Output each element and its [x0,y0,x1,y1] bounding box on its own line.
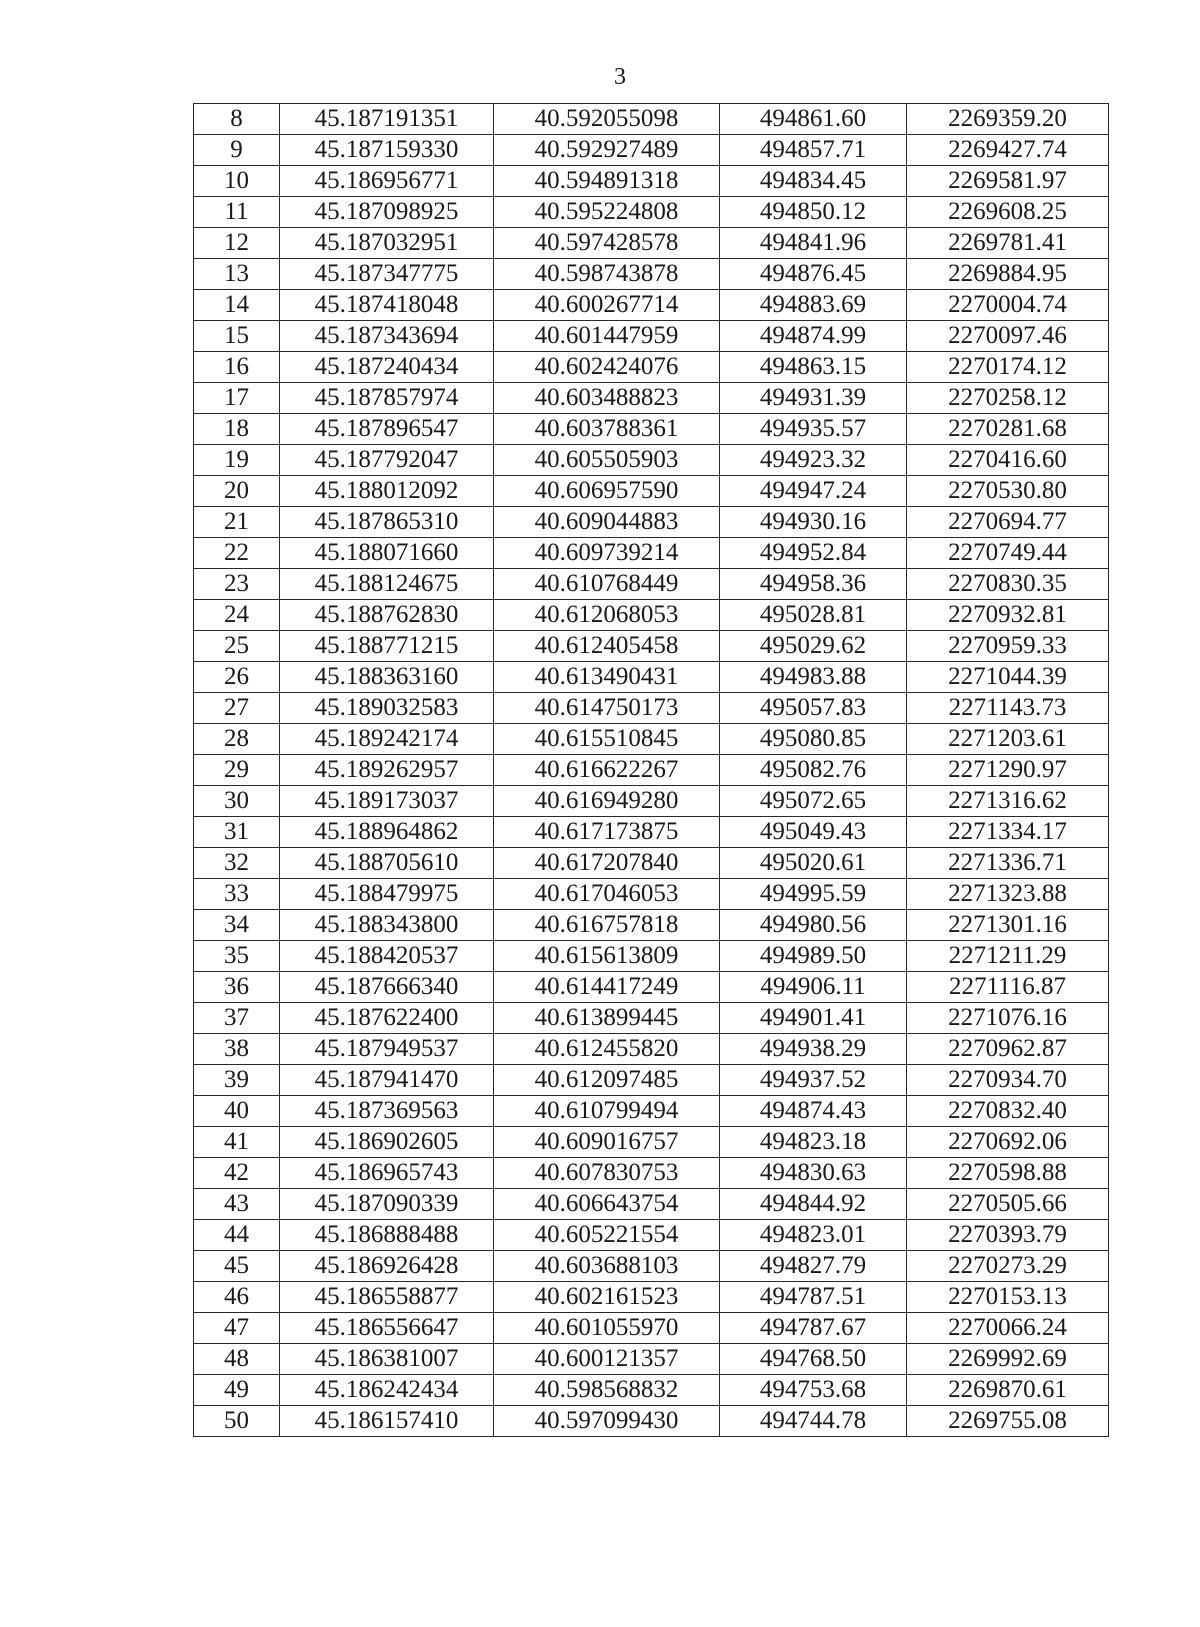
y-coordinate-cell: 2270692.06 [907,1127,1109,1158]
longitude-cell: 40.617046053 [494,879,720,910]
y-coordinate-cell: 2270932.81 [907,600,1109,631]
x-coordinate-cell: 494841.96 [720,228,907,259]
longitude-cell: 40.614750173 [494,693,720,724]
longitude-cell: 40.612455820 [494,1034,720,1065]
y-coordinate-cell: 2270416.60 [907,445,1109,476]
y-coordinate-cell: 2270530.80 [907,476,1109,507]
latitude-cell: 45.187347775 [280,259,494,290]
table-row [194,135,1109,166]
latitude-cell: 45.186556647 [280,1313,494,1344]
point-number-cell: 37 [194,1003,280,1034]
x-coordinate-cell: 494995.59 [720,879,907,910]
longitude-cell: 40.598743878 [494,259,720,290]
latitude-cell: 45.186558877 [280,1282,494,1313]
table-row [194,786,1109,817]
point-number-cell: 32 [194,848,280,879]
x-coordinate-cell: 495072.65 [720,786,907,817]
x-coordinate-cell: 495028.81 [720,600,907,631]
point-number-cell: 47 [194,1313,280,1344]
x-coordinate-cell: 494958.36 [720,569,907,600]
x-coordinate-cell: 494830.63 [720,1158,907,1189]
y-coordinate-cell: 2270273.29 [907,1251,1109,1282]
longitude-cell: 40.613490431 [494,662,720,693]
table-row [194,910,1109,941]
latitude-cell: 45.188343800 [280,910,494,941]
x-coordinate-cell: 494947.24 [720,476,907,507]
longitude-cell: 40.602424076 [494,352,720,383]
x-coordinate-cell: 494876.45 [720,259,907,290]
table-row [194,817,1109,848]
y-coordinate-cell: 2269755.08 [907,1406,1109,1437]
longitude-cell: 40.606643754 [494,1189,720,1220]
x-coordinate-cell: 495020.61 [720,848,907,879]
latitude-cell: 45.187896547 [280,414,494,445]
longitude-cell: 40.607830753 [494,1158,720,1189]
table-row [194,1189,1109,1220]
longitude-cell: 40.605221554 [494,1220,720,1251]
table-row [194,569,1109,600]
y-coordinate-cell: 2270393.79 [907,1220,1109,1251]
latitude-cell: 45.187941470 [280,1065,494,1096]
latitude-cell: 45.187090339 [280,1189,494,1220]
coordinates-table-container [193,103,1108,1437]
y-coordinate-cell: 2271334.17 [907,817,1109,848]
point-number-cell: 46 [194,1282,280,1313]
point-number-cell: 33 [194,879,280,910]
x-coordinate-cell: 494823.18 [720,1127,907,1158]
longitude-cell: 40.605505903 [494,445,720,476]
table-row [194,1406,1109,1437]
latitude-cell: 45.188071660 [280,538,494,569]
table-row [194,879,1109,910]
y-coordinate-cell: 2271323.88 [907,879,1109,910]
point-number-cell: 10 [194,166,280,197]
latitude-cell: 45.189242174 [280,724,494,755]
longitude-cell: 40.603488823 [494,383,720,414]
x-coordinate-cell: 494744.78 [720,1406,907,1437]
y-coordinate-cell: 2269870.61 [907,1375,1109,1406]
point-number-cell: 35 [194,941,280,972]
point-number-cell: 34 [194,910,280,941]
y-coordinate-cell: 2270174.12 [907,352,1109,383]
y-coordinate-cell: 2269581.97 [907,166,1109,197]
longitude-cell: 40.617207840 [494,848,720,879]
table-row [194,1096,1109,1127]
y-coordinate-cell: 2270830.35 [907,569,1109,600]
point-number-cell: 39 [194,1065,280,1096]
table-row [194,538,1109,569]
latitude-cell: 45.187949537 [280,1034,494,1065]
latitude-cell: 45.187240434 [280,352,494,383]
longitude-cell: 40.609739214 [494,538,720,569]
latitude-cell: 45.188479975 [280,879,494,910]
x-coordinate-cell: 494989.50 [720,941,907,972]
table-row [194,662,1109,693]
latitude-cell: 45.187857974 [280,383,494,414]
point-number-cell: 23 [194,569,280,600]
point-number-cell: 29 [194,755,280,786]
x-coordinate-cell: 494923.32 [720,445,907,476]
latitude-cell: 45.187622400 [280,1003,494,1034]
longitude-cell: 40.616622267 [494,755,720,786]
x-coordinate-cell: 494844.92 [720,1189,907,1220]
table-row [194,104,1109,135]
y-coordinate-cell: 2269992.69 [907,1344,1109,1375]
latitude-cell: 45.188363160 [280,662,494,693]
point-number-cell: 25 [194,631,280,662]
longitude-cell: 40.614417249 [494,972,720,1003]
longitude-cell: 40.601055970 [494,1313,720,1344]
latitude-cell: 45.186242434 [280,1375,494,1406]
latitude-cell: 45.188420537 [280,941,494,972]
x-coordinate-cell: 494935.57 [720,414,907,445]
coordinates-table-body [194,104,1109,1437]
x-coordinate-cell: 494931.39 [720,383,907,414]
point-number-cell: 12 [194,228,280,259]
table-row [194,414,1109,445]
point-number-cell: 18 [194,414,280,445]
point-number-cell: 14 [194,290,280,321]
latitude-cell: 45.188964862 [280,817,494,848]
longitude-cell: 40.615613809 [494,941,720,972]
page-number: 3 [614,64,626,90]
y-coordinate-cell: 2271301.16 [907,910,1109,941]
latitude-cell: 45.188771215 [280,631,494,662]
y-coordinate-cell: 2269608.25 [907,197,1109,228]
x-coordinate-cell: 494850.12 [720,197,907,228]
x-coordinate-cell: 494952.84 [720,538,907,569]
latitude-cell: 45.187369563 [280,1096,494,1127]
latitude-cell: 45.186888488 [280,1220,494,1251]
y-coordinate-cell: 2270281.68 [907,414,1109,445]
y-coordinate-cell: 2270832.40 [907,1096,1109,1127]
point-number-cell: 24 [194,600,280,631]
longitude-cell: 40.612068053 [494,600,720,631]
longitude-cell: 40.615510845 [494,724,720,755]
y-coordinate-cell: 2270598.88 [907,1158,1109,1189]
x-coordinate-cell: 494787.51 [720,1282,907,1313]
latitude-cell: 45.189032583 [280,693,494,724]
latitude-cell: 45.188012092 [280,476,494,507]
table-row [194,1158,1109,1189]
latitude-cell: 45.186926428 [280,1251,494,1282]
table-row [194,1282,1109,1313]
table-row [194,600,1109,631]
longitude-cell: 40.598568832 [494,1375,720,1406]
longitude-cell: 40.613899445 [494,1003,720,1034]
x-coordinate-cell: 494834.45 [720,166,907,197]
table-row [194,290,1109,321]
longitude-cell: 40.597099430 [494,1406,720,1437]
latitude-cell: 45.189262957 [280,755,494,786]
latitude-cell: 45.187191351 [280,104,494,135]
y-coordinate-cell: 2271143.73 [907,693,1109,724]
longitude-cell: 40.600267714 [494,290,720,321]
table-row [194,1344,1109,1375]
table-row [194,972,1109,1003]
point-number-cell: 16 [194,352,280,383]
point-number-cell: 21 [194,507,280,538]
y-coordinate-cell: 2269884.95 [907,259,1109,290]
y-coordinate-cell: 2271316.62 [907,786,1109,817]
x-coordinate-cell: 494983.88 [720,662,907,693]
latitude-cell: 45.187418048 [280,290,494,321]
longitude-cell: 40.617173875 [494,817,720,848]
longitude-cell: 40.601447959 [494,321,720,352]
x-coordinate-cell: 494930.16 [720,507,907,538]
table-row [194,693,1109,724]
point-number-cell: 17 [194,383,280,414]
x-coordinate-cell: 494906.11 [720,972,907,1003]
x-coordinate-cell: 494827.79 [720,1251,907,1282]
y-coordinate-cell: 2271211.29 [907,941,1109,972]
latitude-cell: 45.186157410 [280,1406,494,1437]
longitude-cell: 40.600121357 [494,1344,720,1375]
y-coordinate-cell: 2271336.71 [907,848,1109,879]
longitude-cell: 40.616757818 [494,910,720,941]
x-coordinate-cell: 494937.52 [720,1065,907,1096]
point-number-cell: 15 [194,321,280,352]
table-row [194,724,1109,755]
table-row [194,507,1109,538]
longitude-cell: 40.609016757 [494,1127,720,1158]
y-coordinate-cell: 2271290.97 [907,755,1109,786]
point-number-cell: 36 [194,972,280,1003]
x-coordinate-cell: 494883.69 [720,290,907,321]
x-coordinate-cell: 494857.71 [720,135,907,166]
point-number-cell: 41 [194,1127,280,1158]
x-coordinate-cell: 495080.85 [720,724,907,755]
latitude-cell: 45.187032951 [280,228,494,259]
point-number-cell: 42 [194,1158,280,1189]
table-row [194,383,1109,414]
x-coordinate-cell: 494768.50 [720,1344,907,1375]
latitude-cell: 45.187792047 [280,445,494,476]
table-row [194,755,1109,786]
table-row [194,1127,1109,1158]
y-coordinate-cell: 2270749.44 [907,538,1109,569]
longitude-cell: 40.612097485 [494,1065,720,1096]
point-number-cell: 27 [194,693,280,724]
point-number-cell: 26 [194,662,280,693]
table-row [194,321,1109,352]
table-row [194,1065,1109,1096]
table-row [194,228,1109,259]
table-row [194,941,1109,972]
x-coordinate-cell: 494823.01 [720,1220,907,1251]
table-row [194,1034,1109,1065]
longitude-cell: 40.609044883 [494,507,720,538]
table-row [194,197,1109,228]
y-coordinate-cell: 2271076.16 [907,1003,1109,1034]
x-coordinate-cell: 494874.43 [720,1096,907,1127]
latitude-cell: 45.187159330 [280,135,494,166]
longitude-cell: 40.603688103 [494,1251,720,1282]
table-row [194,1251,1109,1282]
latitude-cell: 45.188705610 [280,848,494,879]
point-number-cell: 20 [194,476,280,507]
point-number-cell: 50 [194,1406,280,1437]
longitude-cell: 40.594891318 [494,166,720,197]
table-row [194,445,1109,476]
y-coordinate-cell: 2270934.70 [907,1065,1109,1096]
y-coordinate-cell: 2269427.74 [907,135,1109,166]
x-coordinate-cell: 494753.68 [720,1375,907,1406]
y-coordinate-cell: 2270004.74 [907,290,1109,321]
table-row [194,631,1109,662]
coordinates-table [193,103,1109,1437]
point-number-cell: 45 [194,1251,280,1282]
x-coordinate-cell: 494874.99 [720,321,907,352]
point-number-cell: 8 [194,104,280,135]
latitude-cell: 45.186902605 [280,1127,494,1158]
point-number-cell: 31 [194,817,280,848]
y-coordinate-cell: 2271044.39 [907,662,1109,693]
latitude-cell: 45.187098925 [280,197,494,228]
table-row [194,1313,1109,1344]
longitude-cell: 40.602161523 [494,1282,720,1313]
latitude-cell: 45.186965743 [280,1158,494,1189]
point-number-cell: 49 [194,1375,280,1406]
point-number-cell: 38 [194,1034,280,1065]
x-coordinate-cell: 494861.60 [720,104,907,135]
longitude-cell: 40.592927489 [494,135,720,166]
latitude-cell: 45.187343694 [280,321,494,352]
x-coordinate-cell: 494901.41 [720,1003,907,1034]
point-number-cell: 19 [194,445,280,476]
y-coordinate-cell: 2270153.13 [907,1282,1109,1313]
y-coordinate-cell: 2270962.87 [907,1034,1109,1065]
longitude-cell: 40.610768449 [494,569,720,600]
y-coordinate-cell: 2271116.87 [907,972,1109,1003]
table-row [194,848,1109,879]
table-row [194,1003,1109,1034]
table-row [194,1375,1109,1406]
x-coordinate-cell: 495029.62 [720,631,907,662]
y-coordinate-cell: 2270959.33 [907,631,1109,662]
x-coordinate-cell: 494938.29 [720,1034,907,1065]
point-number-cell: 30 [194,786,280,817]
y-coordinate-cell: 2270505.66 [907,1189,1109,1220]
longitude-cell: 40.592055098 [494,104,720,135]
table-row [194,352,1109,383]
x-coordinate-cell: 494787.67 [720,1313,907,1344]
point-number-cell: 28 [194,724,280,755]
point-number-cell: 11 [194,197,280,228]
point-number-cell: 48 [194,1344,280,1375]
longitude-cell: 40.595224808 [494,197,720,228]
x-coordinate-cell: 494980.56 [720,910,907,941]
latitude-cell: 45.189173037 [280,786,494,817]
latitude-cell: 45.188762830 [280,600,494,631]
table-row [194,166,1109,197]
point-number-cell: 13 [194,259,280,290]
table-row [194,476,1109,507]
x-coordinate-cell: 495082.76 [720,755,907,786]
longitude-cell: 40.616949280 [494,786,720,817]
y-coordinate-cell: 2270066.24 [907,1313,1109,1344]
longitude-cell: 40.610799494 [494,1096,720,1127]
x-coordinate-cell: 495049.43 [720,817,907,848]
point-number-cell: 9 [194,135,280,166]
latitude-cell: 45.186381007 [280,1344,494,1375]
latitude-cell: 45.187666340 [280,972,494,1003]
longitude-cell: 40.597428578 [494,228,720,259]
y-coordinate-cell: 2270694.77 [907,507,1109,538]
point-number-cell: 22 [194,538,280,569]
longitude-cell: 40.612405458 [494,631,720,662]
y-coordinate-cell: 2270258.12 [907,383,1109,414]
x-coordinate-cell: 495057.83 [720,693,907,724]
latitude-cell: 45.186956771 [280,166,494,197]
table-row [194,1220,1109,1251]
y-coordinate-cell: 2269359.20 [907,104,1109,135]
latitude-cell: 45.188124675 [280,569,494,600]
point-number-cell: 43 [194,1189,280,1220]
y-coordinate-cell: 2269781.41 [907,228,1109,259]
longitude-cell: 40.603788361 [494,414,720,445]
longitude-cell: 40.606957590 [494,476,720,507]
x-coordinate-cell: 494863.15 [720,352,907,383]
point-number-cell: 40 [194,1096,280,1127]
table-row [194,259,1109,290]
point-number-cell: 44 [194,1220,280,1251]
latitude-cell: 45.187865310 [280,507,494,538]
y-coordinate-cell: 2270097.46 [907,321,1109,352]
y-coordinate-cell: 2271203.61 [907,724,1109,755]
